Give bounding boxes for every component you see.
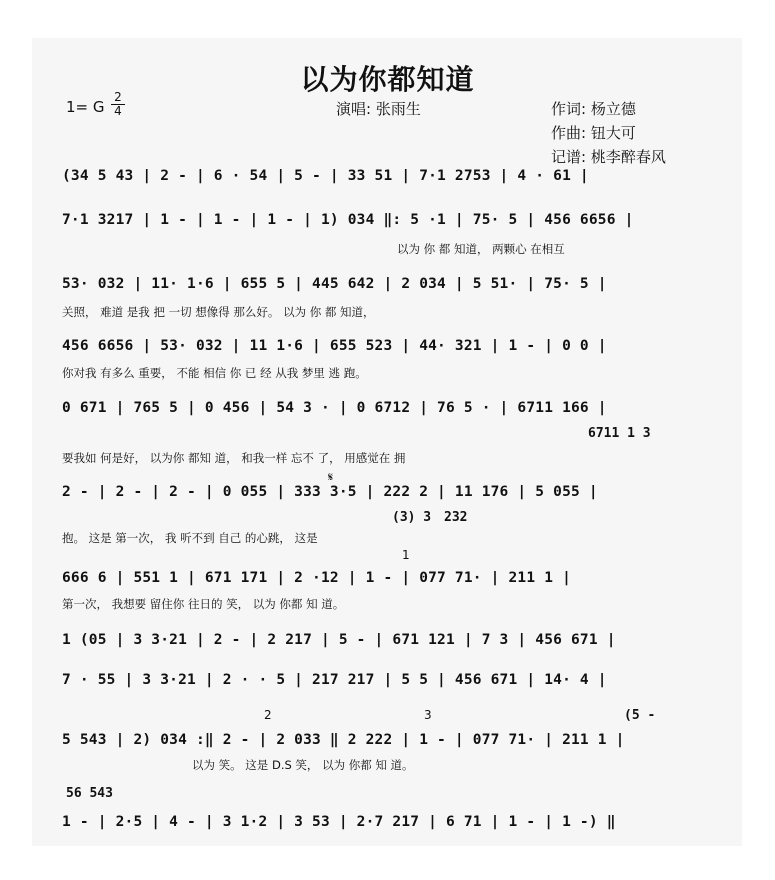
lyric-row-2: 以为 你 都 知道， 两颗心 在相互 bbox=[397, 242, 565, 256]
notation-row-10: 5 543 | 2) 034 :‖ 2 - | 2 033 ‖ 2 222 | 1 - | 077 71· | 211 1 | bbox=[62, 732, 625, 748]
alt-voice-row-11: 56 543 bbox=[66, 786, 113, 801]
alt-voice-row-6a: (3) 3 bbox=[392, 510, 432, 525]
notation-row-1: (34 5 43 | 2 - | 6 · 54 | 5 - | 33 51 | 7·1 2753 | 4 · 61 | bbox=[62, 168, 589, 184]
notation-row-6: 2 - | 2 - | 2 - | 0 055 | 333 3·5 | 222 2 | 11 176 | 5 055 | bbox=[62, 484, 598, 500]
notation-row-4: 456 6656 | 53· 032 | 11 1·6 | 655 523 | 44· 321 | 1 - | 0 0 | bbox=[62, 338, 607, 354]
time-signature bbox=[111, 92, 125, 117]
lyric-row-10: 以为 笑。 这是 D.S 笑， 以为 你都 知 道。 bbox=[192, 758, 414, 772]
notation-row-7: 666 6 | 551 1 | 671 171 | 2 ·12 | 1 - | 077 71· | 211 1 | bbox=[62, 570, 571, 586]
volta-1-label: 1 bbox=[402, 548, 410, 562]
singer: 演唱: 张雨生 bbox=[336, 100, 421, 118]
notation-row-9: 7 · 55 | 3 3·21 | 2 · · 5 | 217 217 | 5 5 | 456 671 | 14· 4 | bbox=[62, 672, 607, 688]
lyric-row-5: 要我如 何是好， 以为你 都知 道， 和我一样 忘不 了， 用感觉在 拥 bbox=[62, 451, 406, 465]
alt-voice-row-6b: 232 bbox=[444, 510, 468, 525]
lyric-row-3: 关照， 难道 是我 把 一切 想像得 那么好。 以为 你 都 知道， bbox=[62, 305, 375, 319]
composer: 作曲: 钮大可 bbox=[551, 124, 636, 142]
notation-row-5: 0 671 | 765 5 | 0 456 | 54 3 · | 0 6712 | 76 5 · | 6711 166 | bbox=[62, 400, 607, 416]
alt-voice-row-10: (5 - bbox=[624, 708, 656, 723]
transcriber: 记谱: 桃李醉春风 bbox=[551, 148, 666, 166]
alt-voice-row-5: 6711 1 3 bbox=[588, 426, 651, 441]
notation-row-2: 7·1 3217 | 1 - | 1 - | 1 - | 1) 034 ‖: 5 ·1 | 75· 5 | 456 6656 | bbox=[62, 212, 634, 228]
volta-2-label: 2 bbox=[264, 708, 272, 722]
song-title: 以为你都知道 bbox=[300, 63, 475, 96]
lyric-row-4: 你对我 有多么 重要， 不能 相信 你 已 经 从我 梦里 逃 跑。 bbox=[62, 366, 367, 380]
lyric-row-6: 抱。 这是 第一次， 我 听不到 自己 的心跳， 这是 bbox=[62, 531, 318, 545]
notation-row-8: 1 (05 | 3 3·21 | 2 - | 2 217 | 5 - | 671 121 | 7 3 | 456 671 | bbox=[62, 632, 616, 648]
lyric-row-7: 第一次， 我想要 留住你 往日的 笑， 以为 你都 知 道。 bbox=[62, 597, 345, 611]
time-bottom: 4 bbox=[114, 104, 122, 118]
lyricist: 作词: 杨立德 bbox=[551, 100, 636, 118]
key-signature: 1= G bbox=[66, 98, 105, 116]
notation-row-3: 53· 032 | 11· 1·6 | 655 5 | 445 642 | 2 034 | 5 51· | 75· 5 | bbox=[62, 276, 607, 292]
segno-icon: 𝄋 bbox=[328, 470, 334, 484]
time-top: 2 bbox=[114, 90, 122, 104]
volta-3-label: 3 bbox=[424, 708, 432, 722]
notation-row-11: 1 - | 2·5 | 4 - | 3 1·2 | 3 53 | 2·7 217 | 6 71 | 1 - | 1 -) ‖ bbox=[62, 814, 616, 830]
